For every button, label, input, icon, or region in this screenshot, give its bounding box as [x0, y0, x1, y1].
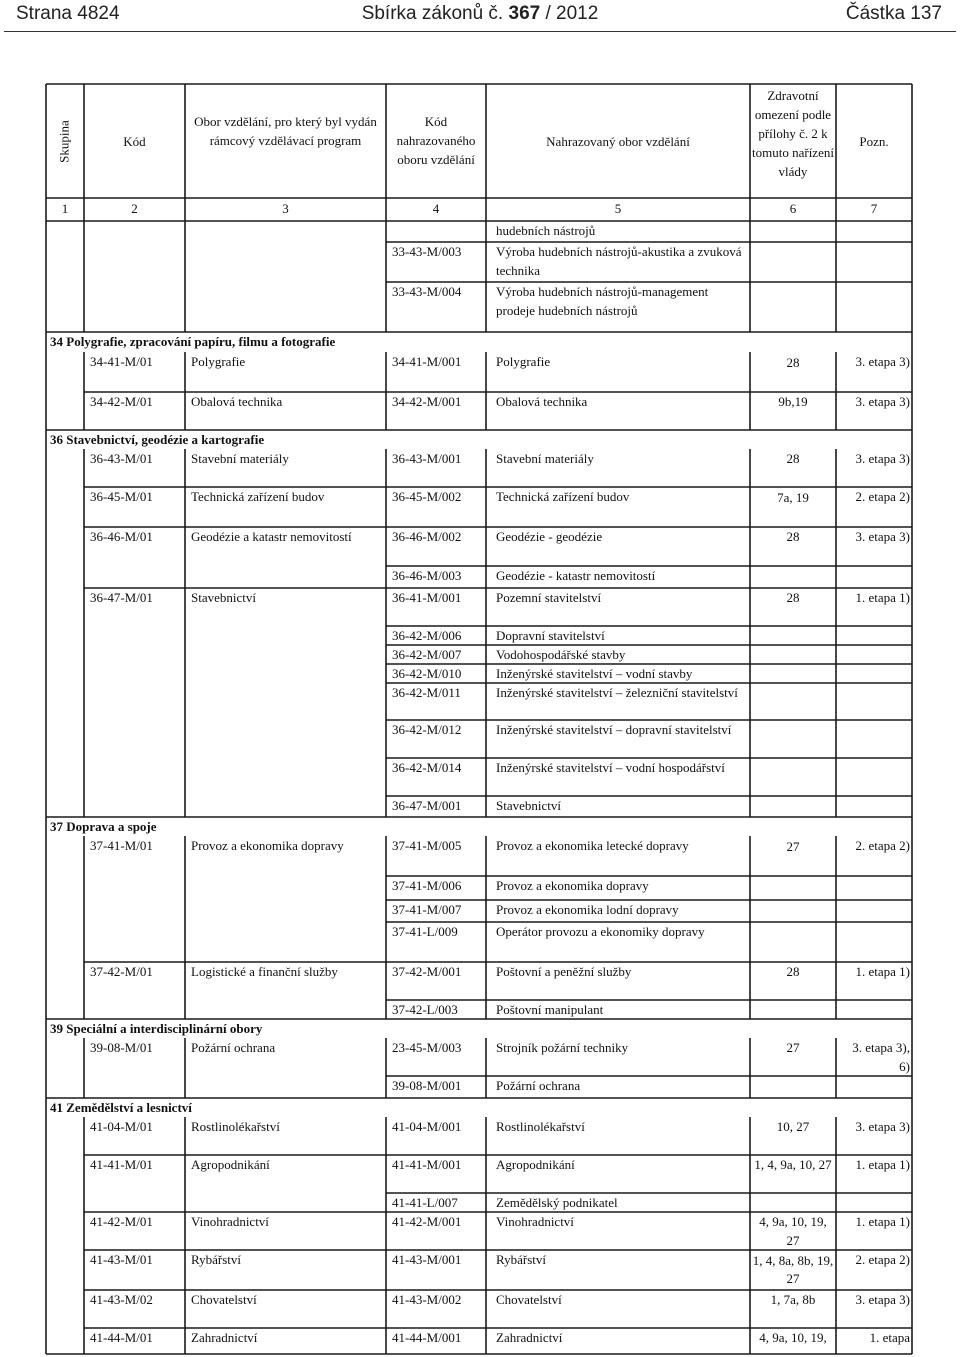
cell-kod-nahrazovaneho: 36-43-M/001 — [392, 451, 462, 466]
cell-kod-nahrazovaneho: 41-41-M/001 — [392, 1157, 462, 1172]
cell-nahrazovany-obor: Chovatelství — [496, 1292, 562, 1307]
column-number: 7 — [870, 201, 878, 216]
cell-zdravotni-omezeni: 1, 7a, 8b — [770, 1292, 816, 1307]
cell-kod: 36-43-M/01 — [90, 451, 153, 466]
column-number: 3 — [282, 201, 289, 216]
cell-nahrazovany-obor: Požární ochrana — [496, 1078, 581, 1093]
cell-kod-nahrazovaneho: 41-41-L/007 — [392, 1195, 458, 1210]
cell-obor: Geodézie a katastr nemovitostí — [191, 529, 352, 544]
cell-obor: Polygrafie — [191, 354, 246, 369]
cell-zdravotni-omezeni: 28 — [786, 590, 800, 605]
cell-zdravotni-omezeni: 28 — [786, 964, 800, 979]
header-zdravotni-omezeni: Zdravotní omezení podle přílohy č. 2 k tomuto nařízení vlády — [752, 88, 834, 179]
cell-poznamka: 3. etapa 3) — [855, 394, 910, 409]
group-heading: 41 Zemědělství a lesnictví — [50, 1100, 192, 1115]
cell-kod: 34-41-M/01 — [90, 354, 153, 369]
cell-kod: 34-42-M/01 — [90, 394, 153, 409]
column-number: 5 — [614, 201, 622, 216]
cell-nahrazovany-obor: Zemědělský podnikatel — [496, 1195, 618, 1210]
cell-obor: Agropodnikání — [191, 1157, 270, 1172]
cell-kod-nahrazovaneho: 36-42-M/012 — [392, 722, 462, 737]
law-year: / 2012 — [545, 3, 599, 24]
cell-nahrazovany-obor: Stavebnictví — [496, 798, 561, 813]
cell-obor: Provoz a ekonomika dopravy — [191, 838, 344, 853]
cell-obor: Rostlinolékařství — [191, 1119, 280, 1134]
cell-zdravotni-omezeni: 1, 4, 9a, 10, 27 — [754, 1157, 832, 1172]
cell-kod: 41-43-M/02 — [90, 1292, 153, 1307]
cell-kod-nahrazovaneho: 37-41-M/006 — [392, 878, 462, 893]
cell-obor: Obalová technika — [191, 394, 283, 409]
cell-nahrazovany-obor: Stavební materiály — [496, 451, 594, 466]
cell-kod: 41-41-M/01 — [90, 1157, 153, 1172]
part-number: Částka 137 — [845, 3, 942, 24]
cell-kod-nahrazovaneho: 41-43-M/001 — [392, 1252, 462, 1267]
group-heading: 39 Speciální a interdisciplinární obory — [50, 1021, 263, 1036]
cell-poznamka: 2. etapa 2) — [855, 1252, 910, 1267]
cell-poznamka: 1. etapa — [869, 1330, 910, 1345]
cell-obor: Logistické a finanční služby — [191, 964, 338, 979]
cell-zdravotni-omezeni: 10, 27 — [776, 1119, 810, 1134]
cell-kod-nahrazovaneho: 41-04-M/001 — [392, 1119, 462, 1134]
cell-kod: 36-46-M/01 — [90, 529, 153, 544]
column-number: 6 — [789, 201, 797, 216]
cell-nahrazovany-obor: Provoz a ekonomika lodní dopravy — [496, 902, 679, 917]
header-kod-nahrazovaneho: Kód nahrazovaného oboru vzdělání — [396, 114, 476, 167]
cell-obor: Technická zařízení budov — [191, 489, 325, 504]
cell-poznamka: 3. etapa 3) — [855, 1119, 910, 1134]
cell-kod-nahrazovaneho: 36-42-M/007 — [392, 647, 462, 662]
cell-zdravotni-omezeni: 28 — [786, 354, 800, 370]
collection-prefix: Sbírka zákonů č. — [361, 3, 504, 24]
cell-nahrazovany-obor: Obalová technika — [496, 394, 588, 409]
column-number: 4 — [432, 201, 440, 216]
cell-kod: 41-04-M/01 — [90, 1119, 153, 1134]
cell-kod: 41-44-M/01 — [90, 1330, 153, 1345]
cell-nahrazovany-obor: Poštovní a peněžní služby — [496, 964, 632, 979]
cell-kod-nahrazovaneho: 41-44-M/001 — [392, 1330, 462, 1345]
cell-kod-nahrazovaneho: 33-43-M/003 — [392, 244, 462, 259]
cell-kod-nahrazovaneho: 36-42-M/011 — [392, 685, 461, 700]
cell-kod-nahrazovaneho: 37-42-L/003 — [392, 1002, 458, 1017]
cell-kod: 37-41-M/01 — [90, 838, 153, 853]
header-obor: Obor vzdělání, pro který byl vydán rámcový vzdělávací program — [194, 114, 377, 148]
cell-nahrazovany-obor: Inženýrské stavitelství – vodní hospodářství — [496, 760, 725, 775]
cell-kod: 41-43-M/01 — [90, 1252, 153, 1267]
cell-zdravotni-omezeni: 4, 9a, 10, 19, 27 — [759, 1214, 827, 1248]
cell-poznamka: 1. etapa 1) — [855, 964, 910, 979]
cell-obor: Zahradnictví — [191, 1330, 258, 1345]
column-number: 2 — [131, 201, 138, 216]
cell-zdravotni-omezeni: 4, 9a, 10, 19, — [759, 1330, 827, 1345]
cell-obor: Požární ochrana — [191, 1040, 276, 1055]
cell-zdravotni-omezeni: 28 — [786, 529, 800, 544]
cell-kod-nahrazovaneho: 36-42-M/006 — [392, 628, 462, 643]
cell-kod-nahrazovaneho: 36-46-M/003 — [392, 568, 462, 583]
cell-poznamka: 1. etapa 1) — [855, 1214, 910, 1229]
cell-poznamka: 3. etapa 3) — [855, 529, 910, 544]
cell-obor: Vinohradnictví — [191, 1214, 269, 1229]
cell-poznamka: 2. etapa 2) — [855, 838, 910, 853]
cell-kod-nahrazovaneho: 36-42-M/010 — [392, 666, 462, 681]
cell-kod-nahrazovaneho: 39-08-M/001 — [392, 1078, 462, 1093]
cell-nahrazovany-obor: Výroba hudebních nástrojů-management prodeje hudebních nástrojů — [496, 284, 709, 318]
cell-zdravotni-omezeni: 28 — [786, 451, 800, 466]
cell-kod: 36-47-M/01 — [90, 590, 153, 605]
cell-kod-nahrazovaneho: 33-43-M/004 — [392, 284, 462, 299]
cell-nahrazovany-obor: Provoz a ekonomika letecké dopravy — [496, 838, 689, 853]
cell-nahrazovany-obor: Inženýrské stavitelství – železniční stavitelství — [496, 685, 738, 700]
cell-nahrazovany-obor: Operátor provozu a ekonomiky dopravy — [496, 924, 705, 939]
cell-nahrazovany-obor: Zahradnictví — [496, 1330, 563, 1345]
cell-poznamka: 3. etapa 3) — [855, 451, 910, 466]
cell-nahrazovany-obor: Vinohradnictví — [496, 1214, 574, 1229]
group-heading: 37 Doprava a spoje — [50, 819, 157, 834]
cell-zdravotni-omezeni: 1, 4, 8a, 8b, 19, 27 — [752, 1252, 834, 1286]
law-number: 367 — [508, 3, 541, 24]
cell-nahrazovany-obor: Agropodnikání — [496, 1157, 575, 1172]
cell-nahrazovany-obor: Rostlinolékařství — [496, 1119, 585, 1134]
cell-poznamka: 3. etapa 3), 6) — [852, 1040, 910, 1074]
cell-nahrazovany-obor: Inženýrské stavitelství – dopravní stavitelství — [496, 722, 732, 737]
cell-nahrazovany-obor: Provoz a ekonomika dopravy — [496, 878, 649, 893]
cell-poznamka: 1. etapa 1) — [855, 590, 910, 605]
cell-nahrazovany-obor: Pozemní stavitelství — [496, 590, 602, 605]
cell-poznamka: 3. etapa 3) — [855, 354, 910, 369]
cell-nahrazovany-obor: Výroba hudebních nástrojů-akustika a zvuková technika — [496, 244, 742, 278]
cell-nahrazovany-obor: Polygrafie — [496, 354, 551, 369]
cell-zdravotni-omezeni: 9b,19 — [778, 394, 808, 409]
group-heading: 36 Stavebnictví, geodézie a kartografie — [50, 432, 265, 447]
header-nahrazovany-obor: Nahrazovaný obor vzdělání — [546, 134, 690, 149]
cell-kod-nahrazovaneho: 36-46-M/002 — [392, 529, 462, 544]
cell-kod-nahrazovaneho: 34-41-M/001 — [392, 354, 462, 369]
cell-kod: 36-45-M/01 — [90, 489, 153, 504]
cell-kod-nahrazovaneho: 41-42-M/001 — [392, 1214, 462, 1229]
group-heading: 34 Polygrafie, zpracování papíru, filmu a fotografie — [50, 334, 336, 349]
page-number: Strana 4824 — [16, 3, 120, 24]
cell-nahrazovany-obor: Strojník požární techniky — [496, 1040, 629, 1055]
column-number: 1 — [61, 201, 69, 216]
cell-nahrazovany-obor: Geodézie - katastr nemovitostí — [496, 568, 656, 583]
cell-nahrazovany-obor: Technická zařízení budov — [496, 489, 630, 504]
header-kod: Kód — [123, 134, 146, 149]
cell-zdravotni-omezeni: 7a, 19 — [777, 489, 809, 505]
cell-nahrazovany-obor: Geodézie - geodézie — [496, 529, 603, 544]
cell-obor: Chovatelství — [191, 1292, 257, 1307]
cell-zdravotni-omezeni: 27 — [786, 838, 800, 854]
cell-nahrazovany-obor: Rybářství — [496, 1252, 547, 1267]
cell-kod-nahrazovaneho: 37-42-M/001 — [392, 964, 462, 979]
cell-kod-nahrazovaneho: 41-43-M/002 — [392, 1292, 462, 1307]
cell-kod-nahrazovaneho: 37-41-L/009 — [392, 924, 458, 939]
cell-nahrazovany-obor: Dopravní stavitelství — [496, 628, 605, 643]
cell-zdravotni-omezeni: 27 — [786, 1040, 800, 1055]
cell-kod: 37-42-M/01 — [90, 964, 153, 979]
cell-poznamka: 3. etapa 3) — [855, 1292, 910, 1307]
cell-kod: 41-42-M/01 — [90, 1214, 153, 1229]
cell-poznamka: 1. etapa 1) — [855, 1157, 910, 1172]
cell-kod-nahrazovaneho: 37-41-M/007 — [392, 902, 462, 917]
cell-kod-nahrazovaneho: 36-45-M/002 — [392, 489, 462, 504]
cell-kod: 39-08-M/01 — [90, 1040, 153, 1055]
cell-poznamka: 2. etapa 2) — [855, 489, 910, 504]
header-skupina: Skupina — [56, 120, 72, 163]
cell-kod-nahrazovaneho: 36-42-M/014 — [392, 760, 462, 775]
cell-nahrazovany-obor: Poštovní manipulant — [496, 1002, 604, 1017]
cell-kod-nahrazovaneho: 37-41-M/005 — [392, 838, 462, 853]
cell-kod-nahrazovaneho: 23-45-M/003 — [392, 1040, 462, 1055]
cell-nahrazovany-obor: Vodohospodářské stavby — [496, 647, 626, 662]
header-pozn: Pozn. — [859, 134, 889, 149]
cell-nahrazovany-obor: hudebních nástrojů — [496, 223, 596, 238]
cell-nahrazovany-obor: Inženýrské stavitelství – vodní stavby — [496, 666, 693, 681]
cell-obor: Stavebnictví — [191, 590, 256, 605]
cell-obor: Stavební materiály — [191, 451, 289, 466]
cell-kod-nahrazovaneho: 34-42-M/001 — [392, 394, 462, 409]
cell-kod-nahrazovaneho: 36-41-M/001 — [392, 590, 462, 605]
cell-kod-nahrazovaneho: 36-47-M/001 — [392, 798, 462, 813]
cell-obor: Rybářství — [191, 1252, 242, 1267]
